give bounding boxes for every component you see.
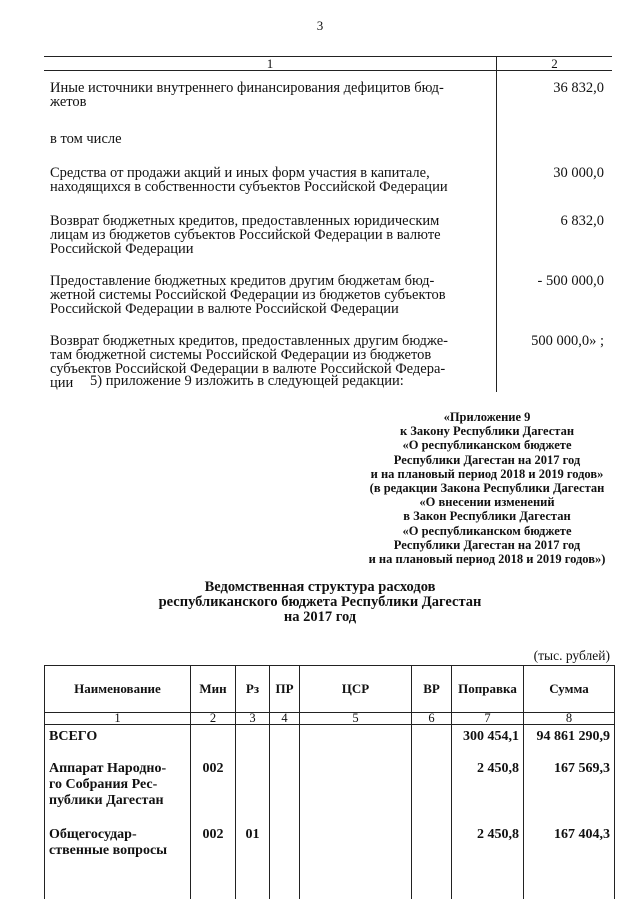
annex-line: в Закон Республики Дагестан bbox=[403, 509, 571, 524]
header-rz: Рз bbox=[236, 666, 270, 713]
row-amendment: 2 450,8 bbox=[452, 809, 524, 899]
table-row bbox=[45, 745, 615, 809]
row-rz: 01 bbox=[236, 809, 270, 899]
column-number: 1 bbox=[45, 713, 191, 725]
row-name: Общегосудар- ственные вопросы bbox=[45, 809, 191, 899]
row-sum: 167 404,3 bbox=[524, 809, 615, 899]
row-text: Возврат бюджетных кредитов, предоставленных юридическим лицам из бюджетов субъектов Российской Федерации в валюте Российской Федерации bbox=[44, 194, 497, 256]
annex-line: и на плановый период 2018 и 2019 годов» bbox=[370, 466, 604, 481]
row-text: Средства от продажи акций и иных форм участия в капитале, находящихся в собственности субъектов Российской Федерации bbox=[44, 146, 497, 194]
row-sum: 167 569,3 bbox=[524, 745, 615, 809]
column-number: 3 bbox=[236, 713, 270, 725]
row-value: 30 000,0 bbox=[553, 165, 604, 181]
heading-line: на 2017 год bbox=[283, 609, 357, 625]
row-vr bbox=[412, 809, 452, 899]
row-csr bbox=[300, 725, 412, 746]
annex-line: (в редакции Закона Республики Дагестан bbox=[369, 481, 605, 496]
annex-line: «О республиканском бюджете bbox=[402, 523, 572, 538]
row-text: Предоставление бюджетных кредитов другим бюджетам бюд- жетной системы Российской Федерации из бюджетов субъектов Российской Федерации в валюте Российской Федерации bbox=[44, 256, 497, 316]
table-row bbox=[44, 109, 612, 146]
table-row bbox=[44, 194, 612, 256]
row-text: в том числе bbox=[44, 109, 497, 146]
row-sum: 94 861 290,9 bbox=[524, 725, 615, 746]
row-name: ВСЕГО bbox=[45, 725, 191, 746]
header-vr: ВР bbox=[412, 666, 452, 713]
column-number: 5 bbox=[300, 713, 412, 725]
budget-structure-table bbox=[44, 665, 615, 899]
row-amendment: 300 454,1 bbox=[452, 725, 524, 746]
row-text: Иные источники внутреннего финансирования дефицитов бюд- жетов bbox=[44, 71, 497, 110]
column-2-header: 2 bbox=[497, 57, 613, 71]
column-number: 8 bbox=[524, 713, 615, 725]
page-number: 3 bbox=[316, 18, 324, 33]
header-name: Наименование bbox=[45, 666, 191, 713]
row-rz bbox=[236, 725, 270, 746]
row-min bbox=[191, 725, 236, 746]
column-number: 4 bbox=[270, 713, 300, 725]
row-vr bbox=[412, 725, 452, 746]
annex-line: «Приложение 9 bbox=[443, 410, 531, 424]
column-number-row bbox=[45, 713, 615, 725]
annex-line: Республики Дагестан на 2017 год bbox=[393, 537, 581, 552]
column-number: 7 bbox=[452, 713, 524, 725]
row-min: 002 bbox=[191, 745, 236, 809]
annex-caption bbox=[326, 410, 640, 566]
table-row bbox=[44, 71, 612, 110]
row-min: 002 bbox=[191, 809, 236, 899]
column-number: 6 bbox=[412, 713, 452, 725]
row-value: 6 832,0 bbox=[560, 213, 604, 229]
row-name: Аппарат Народно- го Собрания Рес- публики Дагестан bbox=[45, 745, 191, 809]
row-rz bbox=[236, 745, 270, 809]
header-csr: ЦСР bbox=[300, 666, 412, 713]
units-note: (тыс. рублей) bbox=[533, 648, 610, 663]
row-vr bbox=[412, 745, 452, 809]
table-row bbox=[45, 725, 615, 746]
table-header-row bbox=[45, 666, 615, 713]
heading-line: республиканского бюджета Республики Дагестан bbox=[158, 594, 482, 610]
table-row bbox=[44, 146, 612, 194]
header-pr: ПР bbox=[270, 666, 300, 713]
row-pr bbox=[270, 809, 300, 899]
financing-sources-table bbox=[44, 56, 612, 392]
header-sum: Сумма bbox=[524, 666, 615, 713]
heading-line: Ведомственная структура расходов bbox=[204, 579, 436, 595]
annex-line: к Закону Республики Дагестан bbox=[399, 424, 575, 439]
row-pr bbox=[270, 745, 300, 809]
table-row bbox=[45, 809, 615, 899]
column-number: 2 bbox=[191, 713, 236, 725]
row-csr bbox=[300, 809, 412, 899]
row-value: 500 000,0» ; bbox=[531, 333, 604, 349]
row-value: - 500 000,0 bbox=[537, 273, 604, 289]
annex-line: Республики Дагестан на 2017 год bbox=[393, 452, 581, 467]
annex-line: и на плановый период 2018 и 2019 годов») bbox=[368, 552, 606, 567]
item-5-paragraph: 5) приложение 9 изложить в следующей редакции: bbox=[90, 373, 404, 389]
row-value bbox=[497, 109, 613, 146]
row-value: 36 832,0 bbox=[553, 80, 604, 96]
row-amendment: 2 450,8 bbox=[452, 745, 524, 809]
header-amendment: Поправка bbox=[452, 666, 524, 713]
row-text: Возврат бюджетных кредитов, предоставленных другим бюдже- там бюджетной системы Российской Федерации из бюджетов субъектов Российской Федерации в валюте Российской Федера- ции bbox=[44, 316, 497, 392]
column-1-header: 1 bbox=[44, 57, 497, 71]
section-heading bbox=[0, 580, 640, 625]
row-csr bbox=[300, 745, 412, 809]
annex-line: «О внесении изменений bbox=[419, 495, 555, 510]
row-pr bbox=[270, 725, 300, 746]
table-row bbox=[44, 256, 612, 316]
table-header-row bbox=[44, 57, 612, 71]
annex-line: «О республиканском бюджете bbox=[402, 438, 572, 453]
header-min: Мин bbox=[191, 666, 236, 713]
